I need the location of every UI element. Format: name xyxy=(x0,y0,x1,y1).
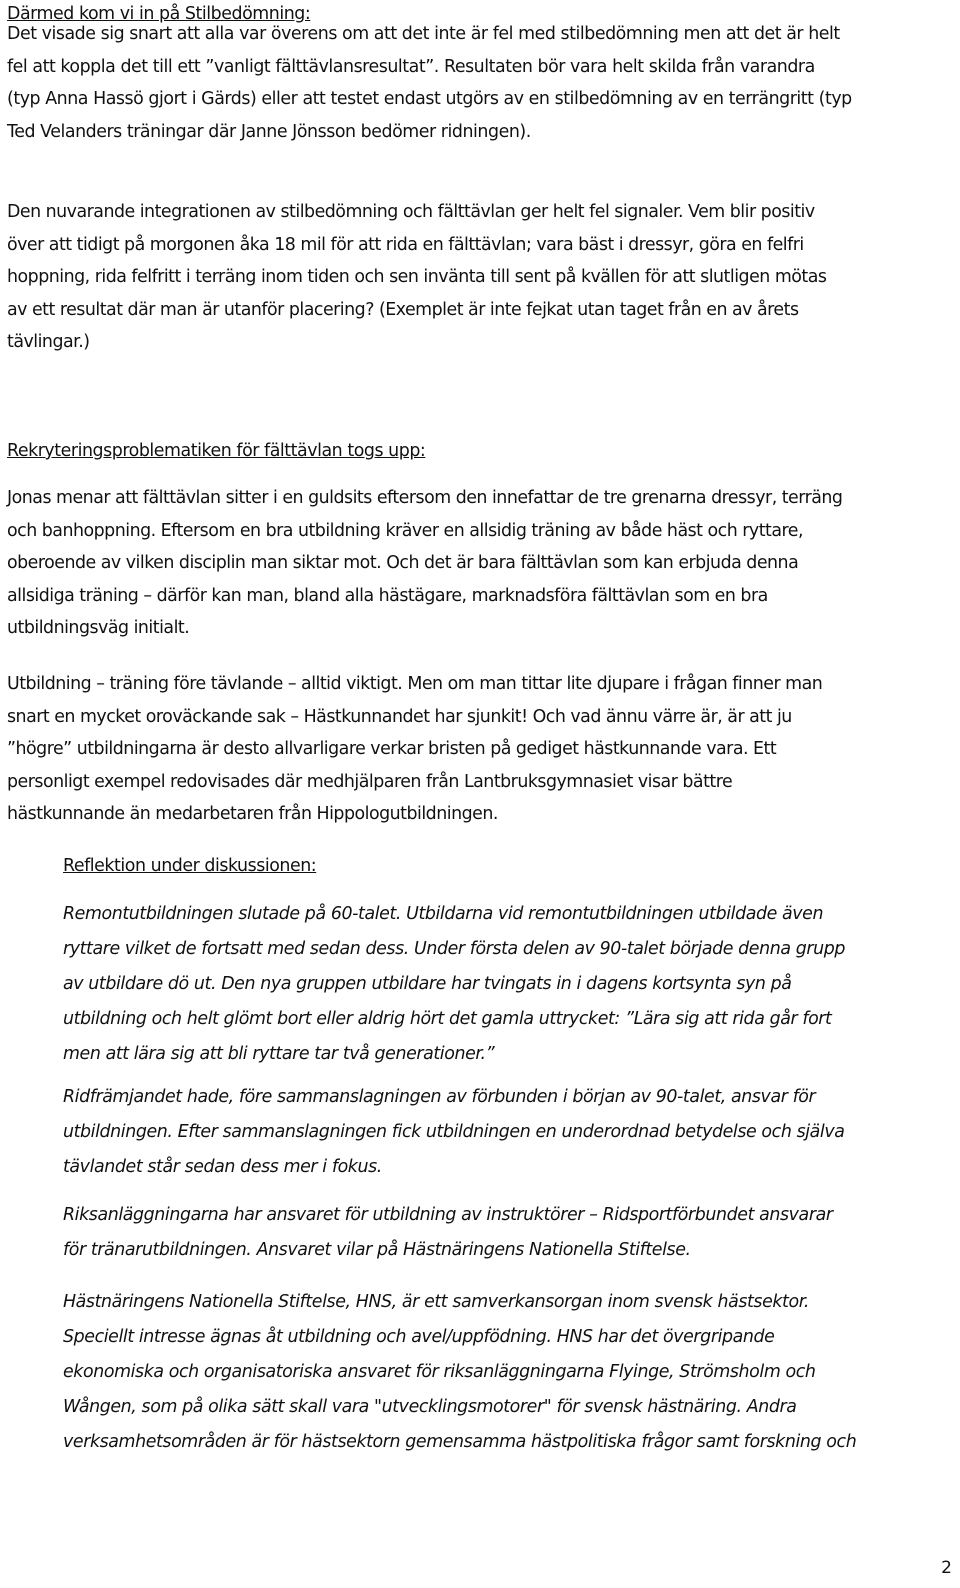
text-line: Wången, som på olika sätt skall vara "utvecklingsmotorer" för svensk hästnäring. Andra xyxy=(63,1397,797,1417)
text-line: utbildning och helt glömt bort eller aldrig hört det gamla uttrycket: ”Lära sig att rida går fort xyxy=(63,1009,832,1029)
text-line: ekonomiska och organisatoriska ansvaret för riksanläggningarna Flyinge, Strömsholm och xyxy=(63,1362,816,1382)
text-line: Speciellt intresse ägnas åt utbildning och avel/uppfödning. HNS har det övergripande xyxy=(63,1327,775,1347)
text-line: men att lära sig att bli ryttare tar två generationer.” xyxy=(63,1044,495,1064)
text-line: ”högre” utbildningarna är desto allvarligare verkar bristen på gediget hästkunnande vara. Ett xyxy=(7,739,777,759)
paragraph-reflektion-1 xyxy=(63,897,947,1072)
text-line: Utbildning – träning före tävlande – alltid viktigt. Men om man tittar lite djupare i frågan finner man xyxy=(7,674,823,694)
paragraph-reflektion-4 xyxy=(63,1285,947,1460)
text-line: utbildningsväg initialt. xyxy=(7,618,190,638)
paragraph-stilbedomning-1 xyxy=(7,18,947,148)
text-line: Ted Velanders träningar där Janne Jönsson bedömer ridningen). xyxy=(7,121,531,142)
text-line: och banhoppning. Eftersom en bra utbildning kräver en allsidig träning av både häst och ryttare, xyxy=(7,520,803,541)
paragraph-stilbedomning-2 xyxy=(7,196,947,359)
text-line: för tränarutbildningen. Ansvaret vilar på Hästnäringens Nationella Stiftelse. xyxy=(63,1240,691,1260)
text-line: Ridfrämjandet hade, före sammanslagningen av förbunden i början av 90-talet, ansvar för xyxy=(63,1087,816,1107)
paragraph-rekrytering-1 xyxy=(7,482,947,645)
heading-rekrytering: Rekryteringsproblematiken för fälttävlan togs upp: xyxy=(7,441,426,461)
text-line: fel att koppla det till ett ”vanligt fälttävlansresultat”. Resultaten bör vara helt skilda från varandra xyxy=(7,56,815,77)
text-line: personligt exempel redovisades där medhjälparen från Lantbruksgymnasiet visar bättre xyxy=(7,771,733,792)
text-line: av utbildare dö ut. Den nya gruppen utbildare har tvingats in i dagens kortsynta syn på xyxy=(63,974,792,994)
text-line: snart en mycket oroväckande sak – Hästkunnandet har sjunkit! Och vad ännu värre är, är att ju xyxy=(7,706,792,727)
text-line: oberoende av vilken disciplin man siktar mot. Och det är bara fälttävlan som kan erbjuda denna xyxy=(7,553,799,573)
text-line: ryttare vilket de fortsatt med sedan dess. Under första delen av 90-talet började denna grupp xyxy=(63,939,846,959)
paragraph-rekrytering-2 xyxy=(7,668,947,831)
text-line: Riksanläggningarna har ansvaret för utbildning av instruktörer – Ridsportförbundet ansvarar xyxy=(63,1205,833,1225)
text-line: över att tidigt på morgonen åka 18 mil för att rida en fälttävlan; vara bäst i dressyr, göra en felfri xyxy=(7,234,804,255)
page-number: 2 xyxy=(941,1558,952,1578)
heading-stilbedomning: Därmed kom vi in på Stilbedömning: xyxy=(7,4,311,24)
text-line: verksamhetsområden är för hästsektorn gemensamma hästpolitiska frågor samt forskning och xyxy=(63,1432,857,1452)
heading-reflektion: Reflektion under diskussionen: xyxy=(63,856,317,876)
text-line: tävlandet står sedan dess mer i fokus. xyxy=(63,1157,382,1177)
text-line: hoppning, rida felfritt i terräng inom tiden och sen invänta till sent på kvällen för att slutligen mötas xyxy=(7,267,827,287)
text-line: Remontutbildningen slutade på 60-talet. Utbildarna vid remontutbildningen utbildade även xyxy=(63,904,824,924)
paragraph-reflektion-2 xyxy=(63,1080,947,1185)
text-line: (typ Anna Hassö gjort i Gärds) eller att testet endast utgörs av en stilbedömning av en terrängritt (typ xyxy=(7,89,852,109)
text-line: tävlingar.) xyxy=(7,332,90,352)
text-line: hästkunnande än medarbetaren från Hippologutbildningen. xyxy=(7,804,498,824)
text-line: Hästnäringens Nationella Stiftelse, HNS, är ett samverkansorgan inom svensk hästsektor. xyxy=(63,1292,809,1312)
text-line: av ett resultat där man är utanför placering? (Exemplet är inte fejkat utan taget från en av årets xyxy=(7,299,799,320)
text-line: Det visade sig snart att alla var överens om att det inte är fel med stilbedömning men att det är helt xyxy=(7,24,840,44)
text-line: Jonas menar att fälttävlan sitter i en guldsits eftersom den innefattar de tre grenarna dressyr, terräng xyxy=(7,488,843,508)
text-line: allsidiga träning – därför kan man, bland alla hästägare, marknadsföra fälttävlan som en bra xyxy=(7,585,768,606)
paragraph-reflektion-3 xyxy=(63,1198,947,1268)
text-line: utbildningen. Efter sammanslagningen fick utbildningen en underordnad betydelse och själva xyxy=(63,1122,845,1142)
text-line: Den nuvarande integrationen av stilbedömning och fälttävlan ger helt fel signaler. Vem blir positiv xyxy=(7,202,815,222)
